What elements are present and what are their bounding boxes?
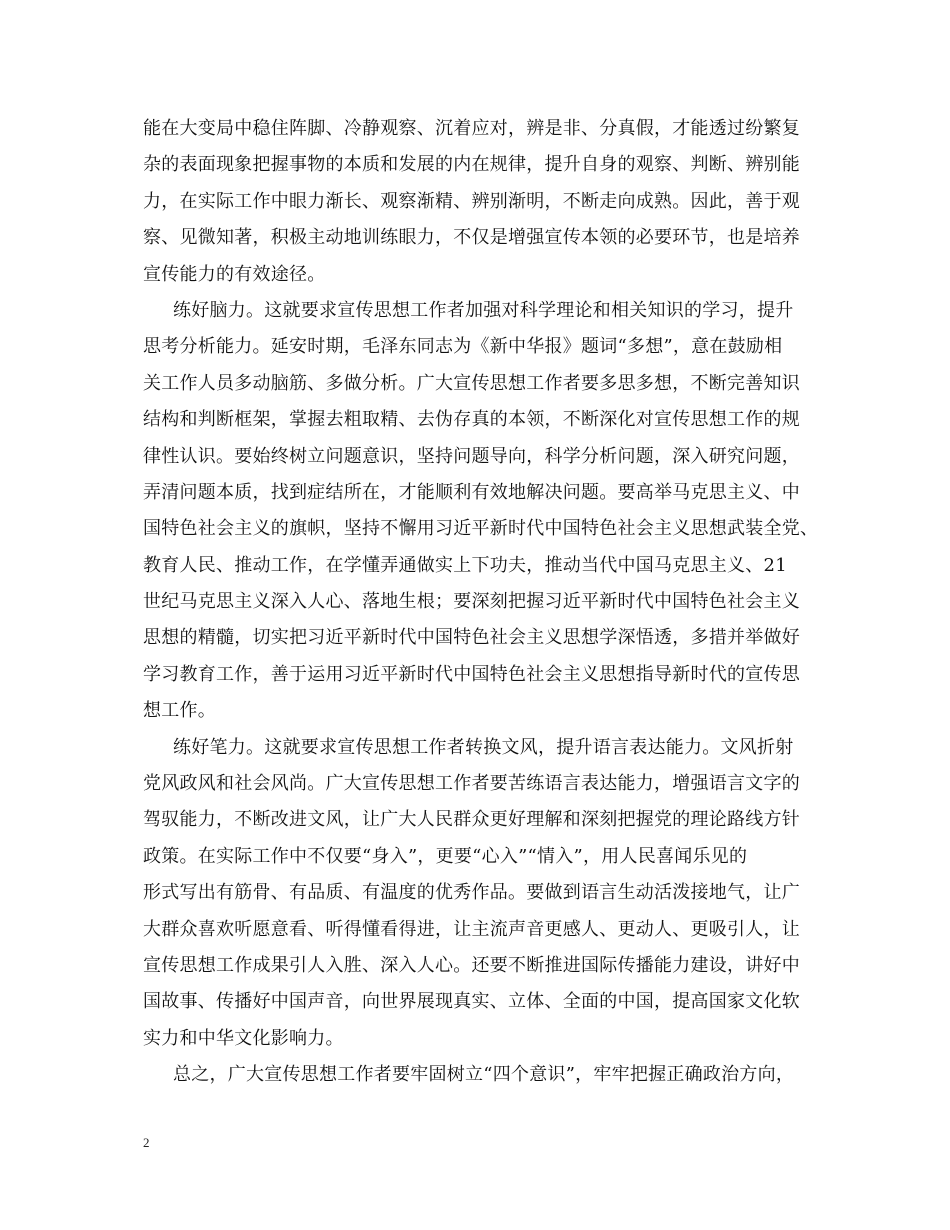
text-line: 世纪马克思主义深入人心、落地生根；要深刻把握习近平新时代中国特色社会主义 [143,591,800,613]
text-line: 力，在实际工作中眼力渐长、观察渐精、辨别渐明，不断走向成熟。因此，善于观 [143,190,800,212]
text-line: 政策。在实际工作中不仅要“身入”，更要“心入”“情入”，用人民喜闻乐见的 [143,845,748,867]
text-line: 想工作。 [143,700,216,722]
page-number: 2 [143,1135,150,1150]
paragraph-observation-cont [143,111,823,293]
paragraph-conclusion [143,1057,823,1093]
text-line: 大群众喜欢听愿意看、听得懂看得进，让主流声音更感人、更动人、更吸引人，让 [143,918,800,940]
text-line: 结构和判断框架，掌握去粗取精、去伪存真的本领，不断深化对宣传思想工作的规 [143,409,800,431]
text-line: 关工作人员多动脑筋、多做分析。广大宣传思想工作者要多思多想，不断完善知识 [143,372,800,394]
text-line: 宣传能力的有效途径。 [143,263,326,285]
text-line: 形式写出有筋骨、有品质、有温度的优秀作品。要做到语言生动活泼接地气，让广 [143,882,800,904]
paragraph-brainpower [143,293,823,730]
text-line: 驾驭能力，不断改进文风，让广大人民群众更好理解和深刻把握党的理论路线方针 [143,809,800,831]
text-line: 国故事、传播好中国声音，向世界展现真实、立体、全面的中国，提高国家文化软 [143,991,800,1013]
text-line: 党风政风和社会风尚。广大宣传思想工作者要苦练语言表达能力，增强语言文字的 [143,773,800,795]
text-line: 律性认识。要始终树立问题意识，坚持问题导向，科学分析问题，深入研究问题， [143,445,800,467]
paragraph-writing [143,730,823,1058]
text-line: 教育人民、推动工作，在学懂弄通做实上下功夫，推动当代中国马克思主义、21 [143,554,787,576]
text-line: 总之，广大宣传思想工作者要牢固树立“四个意识”，牢牢把握正确政治方向， [173,1064,795,1086]
text-line: 练好笔力。这就要求宣传思想工作者转换文风，提升语言表达能力。文风折射 [173,736,794,758]
text-line: 实力和中华文化影响力。 [143,1027,344,1049]
text-line: 宣传思想工作成果引人入胜、深入人心。还要不断推进国际传播能力建设，讲好中 [143,954,800,976]
text-line: 练好脑力。这就要求宣传思想工作者加强对科学理论和相关知识的学习，提升 [173,299,794,321]
text-line: 弄清问题本质，找到症结所在，才能顺利有效地解决问题。要高举马克思主义、中 [143,481,800,503]
text-line: 思考分析能力。延安时期，毛泽东同志为《新中华报》题词“多想”，意在鼓励相 [143,336,783,358]
text-line: 思想的精髓，切实把习近平新时代中国特色社会主义思想学深悟透，多措并举做好 [143,627,800,649]
text-line: 学习教育工作，善于运用习近平新时代中国特色社会主义思想指导新时代的宣传思 [143,663,800,685]
text-line: 能在大变局中稳住阵脚、冷静观察、沉着应对，辨是非、分真假，才能透过纷繁复 [143,118,800,139]
document-body [143,111,823,1094]
text-line: 察、见微知著，积极主动地训练眼力，不仅是增强宣传本领的必要环节，也是培养 [143,227,800,249]
text-line: 杂的表面现象把握事物的本质和发展的内在规律，提升自身的观察、判断、辨别能 [143,154,800,176]
text-line: 国特色社会主义的旗帜，坚持不懈用习近平新时代中国特色社会主义思想武装全党、 [143,518,819,540]
